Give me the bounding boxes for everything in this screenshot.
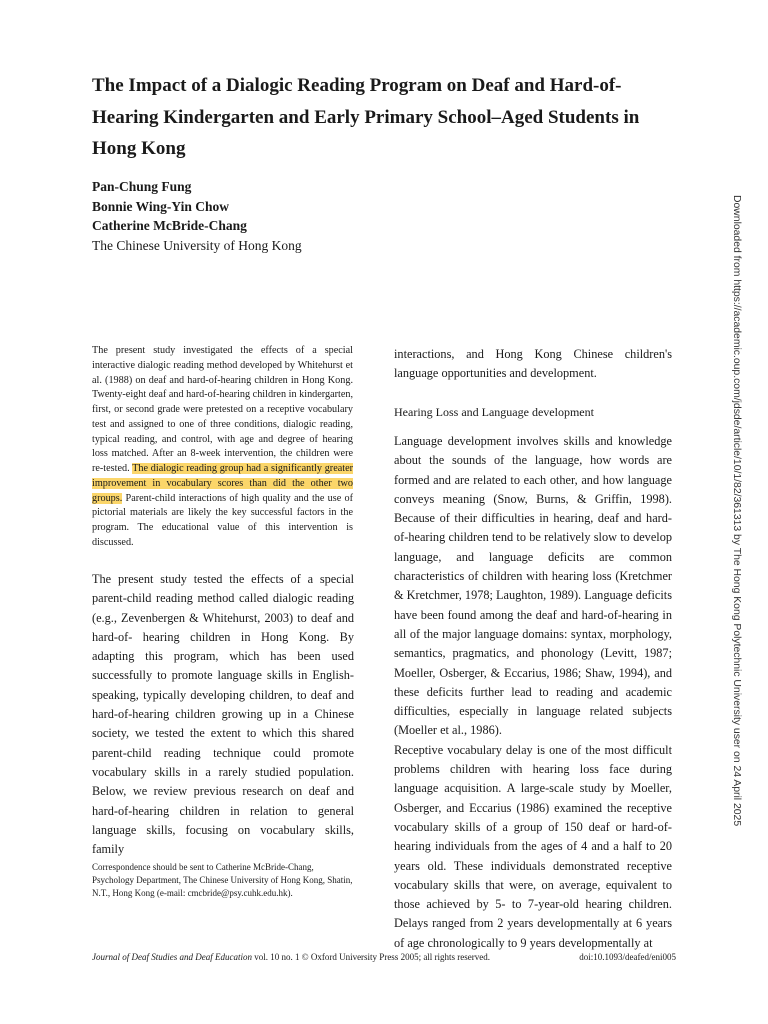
abstract-highlight: The dialogic reading group had a significantly greater improvement in vocabulary scores than did the other two groups. [92, 463, 353, 504]
journal-footer [92, 952, 532, 962]
continuation-text: interactions, and Hong Kong Chinese children's language opportunities and development. [394, 347, 672, 381]
body-paragraph: Receptive vocabulary delay is one of the most difficult problems children with hearing loss face during language acquisition. A large-scale study by Moeller, Osberger, and Eccarius (1986) examined the receptive vocabulary skills of a group of 150 deaf or hard-of-hearing individuals from the ages of 4 and a half to 20 years old. These individuals demonstrated receptive vocabulary skills that were, on average, equivalent to those achieved by 5- to 7-year-old hearing children. Delays ranged from 2 years developmentally at 6 years of age chronologically to 9 years developmentally at [394, 742, 672, 950]
author-name: Catherine McBride-Chang [92, 218, 247, 233]
journal-citation: vol. 10 no. 1 © Oxford University Press 2005; all rights reserved. [251, 952, 491, 962]
article-title: The Impact of a Dialogic Reading Program on Deaf and Hard-of-Hearing Kindergarten and Early Primary School–Aged Students in Hong Kong [92, 75, 640, 159]
journal-name: Journal of Deaf Studies and Deaf Education [92, 952, 252, 962]
abstract-text-end: Parent-child interactions of high quality and the use of pictorial materials are likely the key successful factors in the program. The educational value of this intervention is discussed. [92, 492, 353, 548]
abstract-text: The present study investigated the effects of a special interactive dialogic reading method developed by Whitehurst et al. (1988) on deaf and hard-of-hearing children in Hong Kong. Twenty-eight deaf and hard-of-hearing children in kindergarten, first, or second grade were pretested on a receptive vocabulary test and assigned to one of three conditions, dialogic reading, typical reading, and control, with age and degree of hearing loss matched. After an 8-week intervention, the children were re-tested. [92, 345, 353, 474]
correspondence-footnote: Correspondence should be sent to Catherine McBride-Chang, Psychology Department, The Chinese University of Hong Kong, Shatin, N.T., Hong Kong (e-mail: cmcbride@psy.cuhk.edu.hk). [92, 862, 353, 898]
author-name: Bonnie Wing-Yin Chow [92, 198, 230, 214]
abstract [92, 344, 353, 551]
section-heading: Hearing Loss and Language development [394, 405, 594, 419]
author-affiliation: The Chinese University of Hong Kong [92, 237, 302, 253]
right-column-continuation [394, 345, 672, 384]
download-watermark: Downloaded from https://academic.oup.com/jdsde/article/10/1/82/361313 by The Hong Kong Polytechnic University user on 24 April 2025 [731, 195, 742, 827]
author-name: Pan-Chung Fung [92, 179, 192, 194]
doi-footer: doi:10.1093/deafed/eni005 [579, 952, 676, 962]
intro-paragraph: The present study tested the effects of a special parent-child reading method called dialogic reading (e.g., Zevenbergen & Whitehurst, 2003) to deaf and hard-of- hearing children in Hong Kong. By adapting this program, which has been used successfully to promote language skills in English-speaking, typically developing children, to deaf and hard-of-hearing children growing up in a Chinese society, we tested the extent to which this shared parent-child reading technique could promote vocabulary skills in a rarely studied population. Below, we review previous research on deaf and hard-of-hearing children in relation to general language skills, focusing on vocabulary skills, family [92, 572, 354, 857]
author-block [92, 177, 492, 255]
right-column-body [394, 432, 672, 953]
body-paragraph: Language development involves skills and knowledge about the sounds of the language, how words are formed and are related to each other, and how language conveys meaning (Snow, Burns, & Griffin, 1998). Because of their difficulties in hearing, deaf and hard-of-hearing children tend to be relatively slow to develop language, and language deficits are common characteristics of children with hearing loss (Kretchmer & Kretchmer, 1978; Laughton, 1989). Language deficits have been found among the deaf and hard-of-hearing in all of the major language domains: syntax, morphology, semantics, pragmatics, and phonology (Levitt, 1987; Moeller, Osberger, & Eccarius, 1986; Shaw, 1994), and these deficits further lead to reading and academic difficulties, especially in language related subjects (Moeller et al., 1986). [394, 434, 672, 738]
